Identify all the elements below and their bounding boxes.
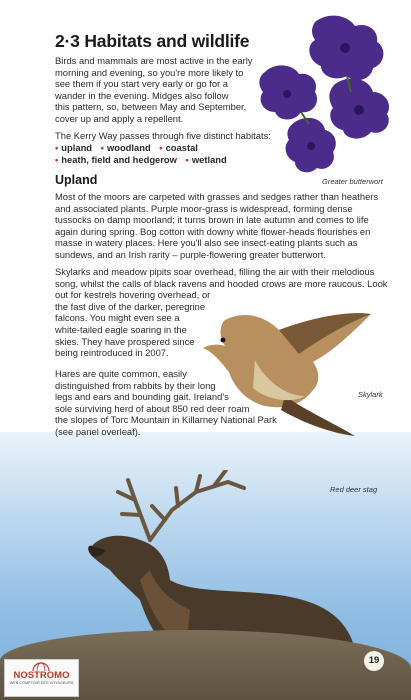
paragraph-line: falcons. You might even see a <box>55 312 180 324</box>
globe-icon <box>32 661 50 671</box>
bullet-icon: • <box>185 154 189 165</box>
upland-paragraph-2 <box>55 266 387 359</box>
habitats-intro: The Kerry Way passes through five distinct habitats: <box>55 130 271 141</box>
habitat-item: • woodland <box>100 142 151 153</box>
watermark-tagline: WEB COMPTOIR DES VOYAGEURS <box>9 681 74 685</box>
paragraph-line: sole surviving herd of about 850 red deer roam <box>55 402 250 414</box>
bullet-icon: • <box>55 154 59 165</box>
habitat-item: • wetland <box>185 154 227 165</box>
paragraph-line: Skylarks and meadow pipits soar overhead, filling the air with their melodious <box>55 266 375 277</box>
bullet-icon: • <box>55 142 59 153</box>
intro-line: this pattern, so, between May and September, <box>55 101 247 113</box>
habitat-item: • heath, field and hedgerow <box>55 154 177 165</box>
paragraph-line: again during spring. Bog cotton with downy white flower-heads flourishes en <box>55 225 371 237</box>
upland-heading: Upland <box>55 173 98 187</box>
paragraph-line: out for kestrels hovering overhead, or <box>55 289 211 301</box>
intro-line: cover up and apply a repellent. <box>55 112 184 124</box>
bullet-icon: • <box>159 142 163 153</box>
intro-line: see them if you start very early or go for a <box>55 78 228 90</box>
paragraph-line: tussocks on damp moorland; it turns brown in late autumn and comes to life <box>55 214 369 226</box>
page-number: 19 <box>364 651 384 671</box>
habitat-item: • upland <box>55 142 93 153</box>
paragraph-line: Most of the moors are carpeted with grasses and sedges rather than heathers <box>55 191 379 202</box>
paragraph-line: Hares are quite common, easily <box>55 368 187 379</box>
intro-line: Birds and mammals are most active in the early <box>55 55 253 66</box>
watermark-name: NOSTROMO <box>13 670 70 681</box>
habitats-list <box>55 142 198 154</box>
paragraph-line: being reintroduced in 2007. <box>55 347 169 359</box>
upland-paragraph-3 <box>55 368 277 438</box>
skylark-caption: Skylark <box>358 390 383 399</box>
butterwort-caption: Greater butterwort <box>322 177 383 186</box>
paragraph-line: white-tailed eagle soaring in the <box>55 323 187 335</box>
intro-line: morning and evening, so you're more likely to <box>55 66 244 78</box>
paragraph-line: skies. They have prospered since <box>55 335 195 347</box>
upland-paragraph-1 <box>55 191 378 261</box>
deer-caption: Red deer stag <box>330 485 378 494</box>
section-title: 2·3 Habitats and wildlife <box>55 31 250 51</box>
greater-butterwort-image <box>255 12 411 182</box>
habitats-list-row-2 <box>55 154 227 166</box>
paragraph-line: (see panel overleaf). <box>55 425 141 437</box>
paragraph-line: the fast dive of the darker, peregrine <box>55 300 206 312</box>
intro-line: wander in the evening. Midges also follow <box>55 89 229 101</box>
paragraph-line: song, whilst the calls of black ravens and hooded crows are more raucous. Look <box>55 277 388 289</box>
paragraph-line: masse in watery places. Here you'll also see insect-eating plants such as <box>55 237 358 249</box>
paragraph-line: legs and ears and bounding gait. Ireland's <box>55 391 229 403</box>
paragraph-line: sundews, and an Irish rarity – purple-flowering greater butterwort. <box>55 248 326 260</box>
habitat-item: • coastal <box>159 142 198 153</box>
paragraph-line: distinguished from rabbits by their long <box>55 379 216 391</box>
watermark-logo <box>4 659 79 697</box>
intro-paragraph <box>55 55 252 125</box>
bullet-icon: • <box>100 142 104 153</box>
paragraph-line: the slopes of Torc Mountain in Killarney National Park <box>55 414 277 426</box>
paragraph-line: and associated plants. Purple moor-grass is widespread, forming dense <box>55 202 353 214</box>
